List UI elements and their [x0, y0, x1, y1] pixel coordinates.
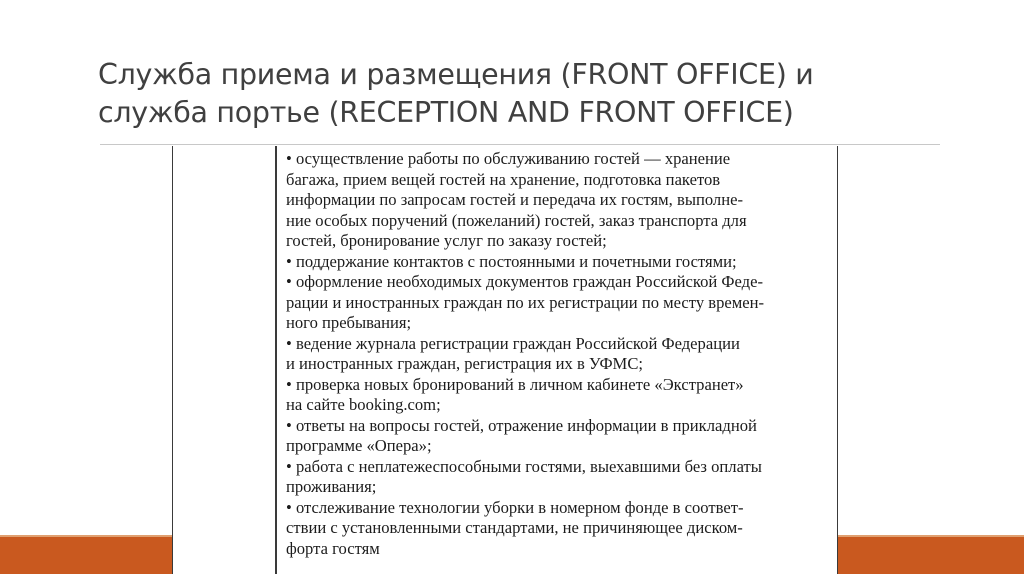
document-line: • проверка новых бронирований в личном кабинете «Экстранет»: [286, 374, 744, 394]
document-line: • ответы на вопросы гостей, отражение информации в прикладной: [286, 415, 757, 435]
document-line: гостей, бронирование услуг по заказу гостей;: [286, 231, 607, 250]
document-line: форта гостям: [286, 538, 380, 558]
document-column-divider: [275, 146, 277, 574]
document-line: рации и иностранных граждан по их регистрации по месту времен-: [286, 292, 765, 312]
slide-title-line-2: служба портье (RECEPTION AND FRONT OFFICE): [98, 96, 794, 129]
document-line: и иностранных граждан, регистрация их в УФМС;: [286, 354, 643, 373]
document-line: информации по запросам гостей и передача их гостям, выполне-: [286, 190, 743, 209]
document-line: • ведение журнала регистрации граждан Российской Федерации: [286, 333, 740, 353]
document-line: • осуществление работы по обслуживанию гостей — хранение: [286, 149, 731, 168]
document-line: • оформление необходимых документов граждан Российской Феде-: [286, 272, 764, 291]
document-text: [286, 149, 831, 559]
document-line: на сайте booking.com;: [286, 395, 441, 414]
slide-title: [98, 56, 958, 132]
document-line: ного пребывания;: [286, 313, 412, 332]
slide-title-line-1: Служба приема и размещения (FRONT OFFICE) и: [98, 58, 814, 91]
document-line: ние особых поручений (пожеланий) гостей, заказ транспорта для: [286, 210, 747, 230]
document-line: проживания;: [286, 477, 377, 496]
document-line: • работа с неплатежеспособными гостями, выехавшими без оплаты: [286, 456, 762, 476]
title-divider: [100, 144, 940, 145]
document-line: программе «Опера»;: [286, 436, 432, 455]
document-line: ствии с установленными стандартами, не причиняющее диском-: [286, 518, 743, 537]
document-line: багажа, прием вещей гостей на хранение, подготовка пакетов: [286, 169, 721, 189]
document-line: • поддержание контактов с постоянными и почетными гостями;: [286, 251, 737, 271]
document-line: • отслеживание технологии уборки в номерном фонде в соответ-: [286, 497, 744, 517]
scanned-document: [172, 146, 838, 574]
